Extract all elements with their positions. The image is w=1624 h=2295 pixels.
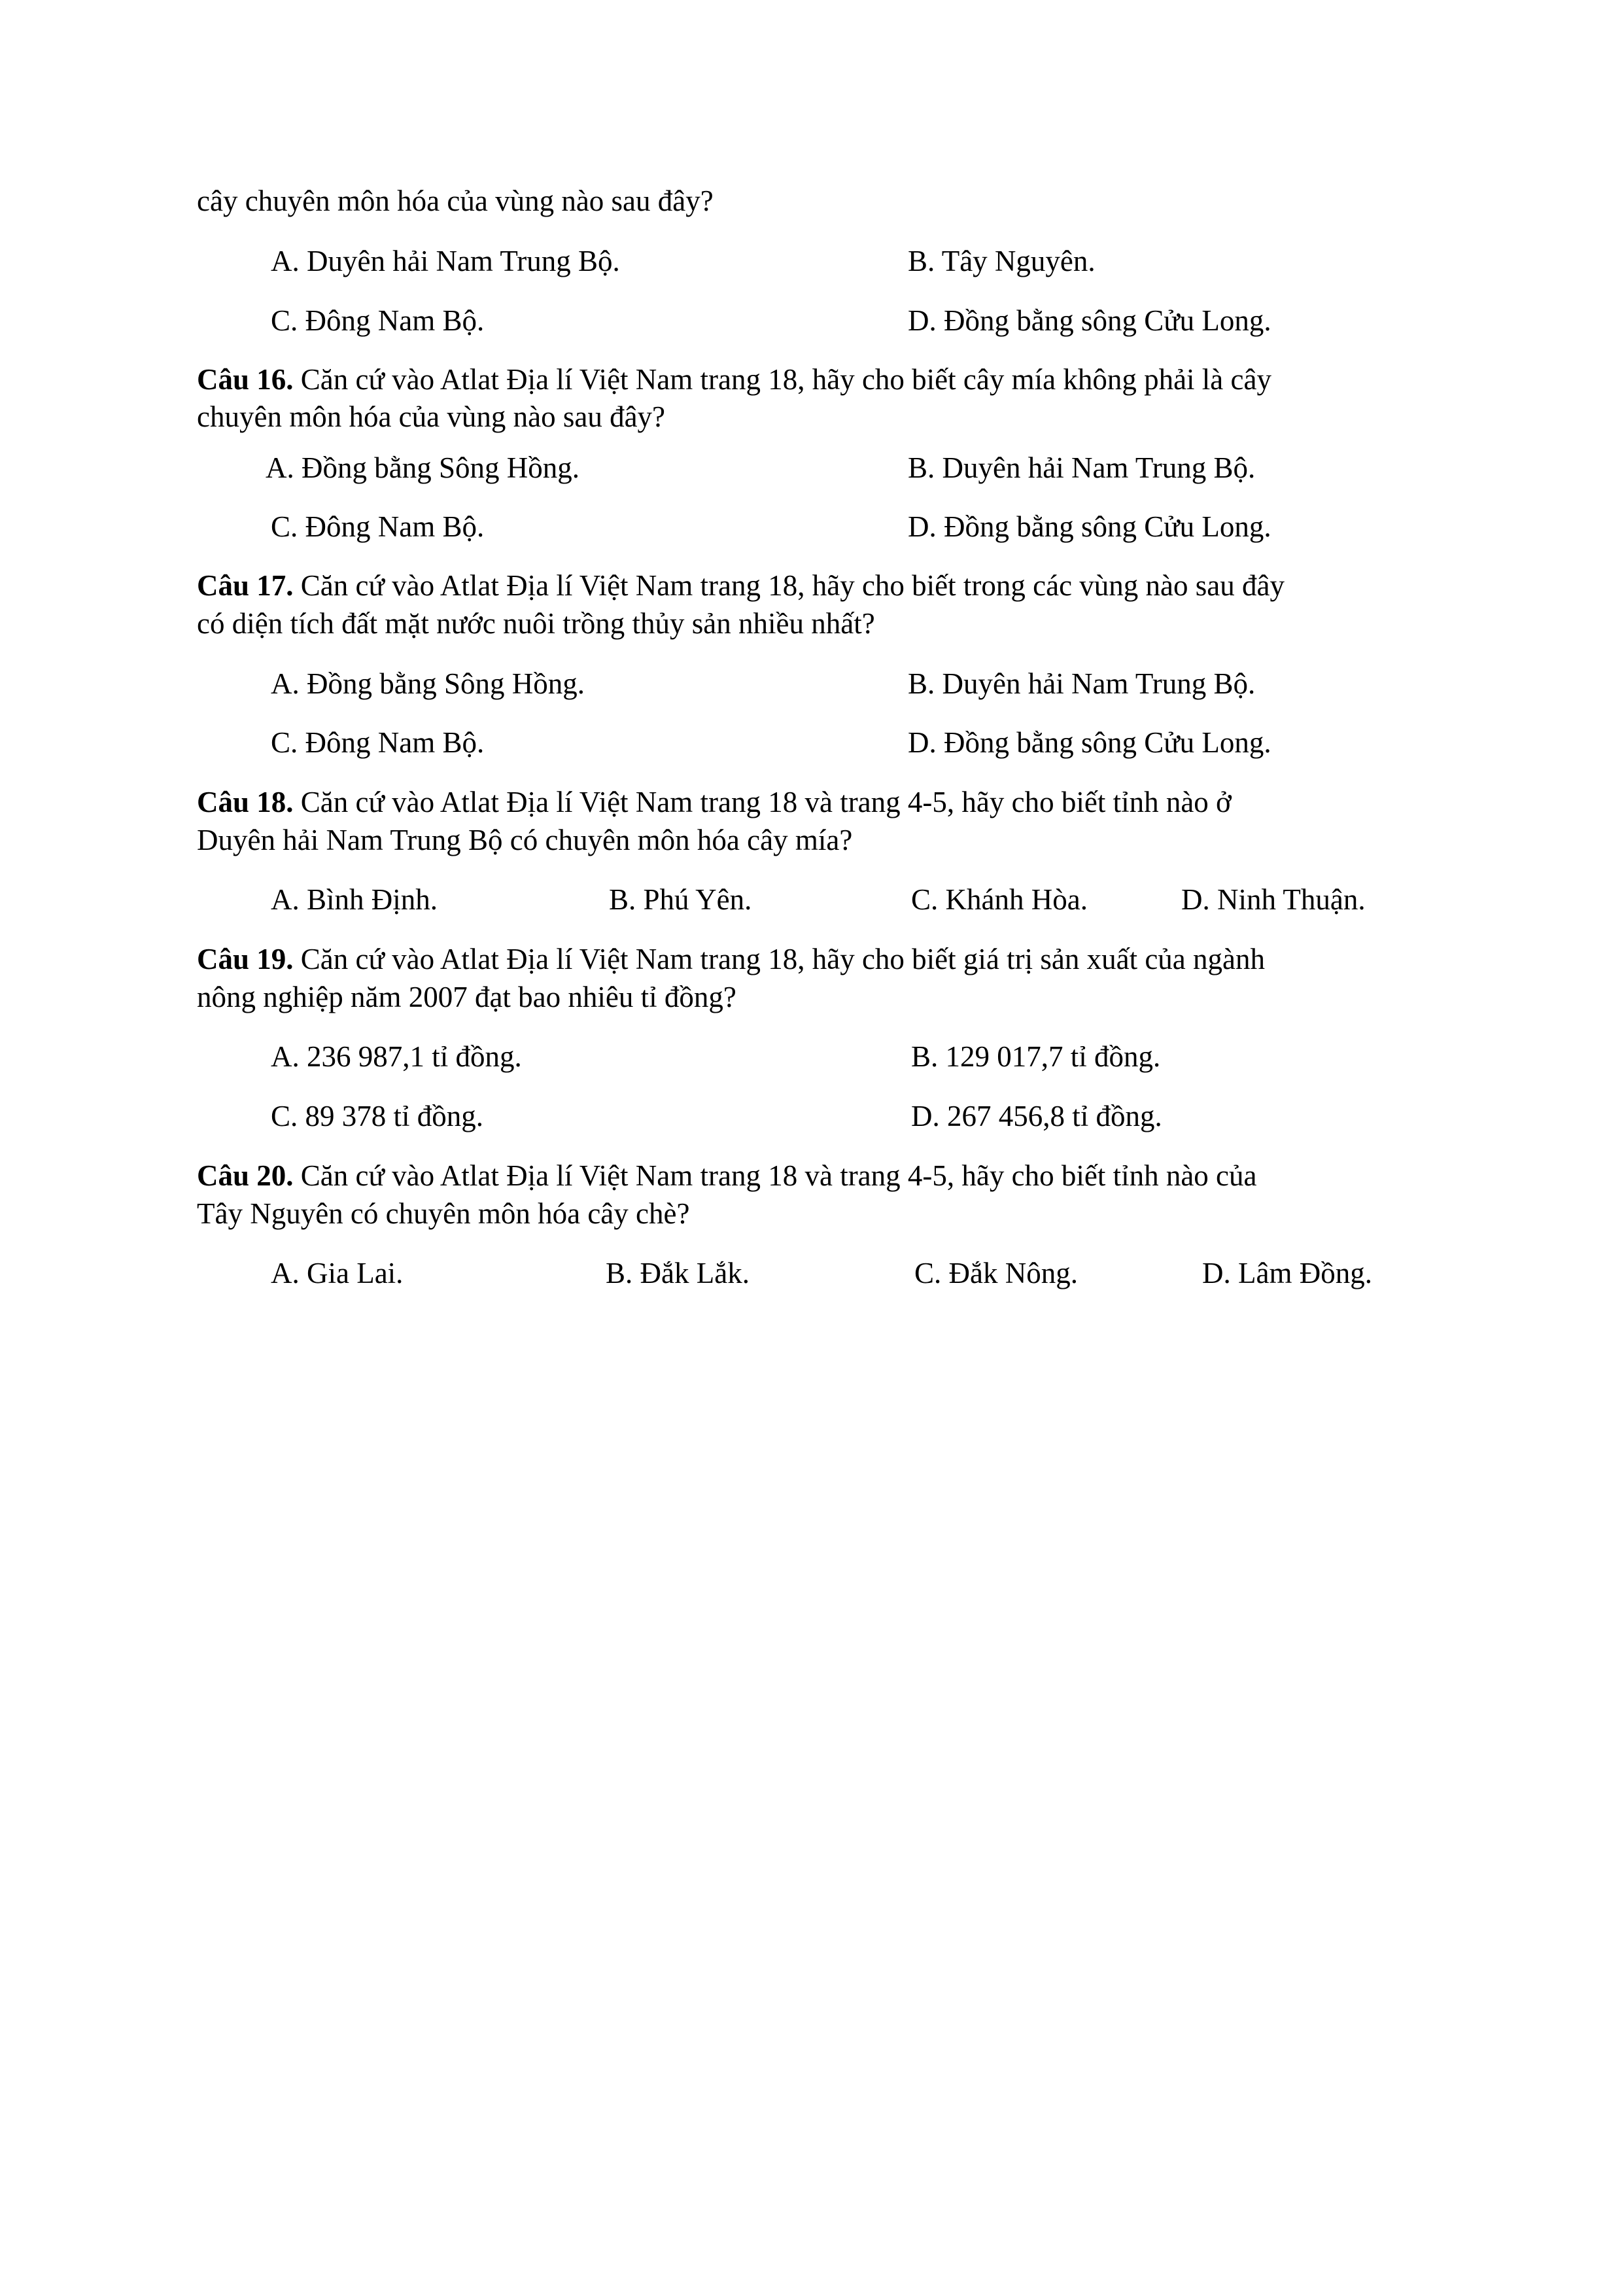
question-17-label: Câu 17. xyxy=(197,569,294,602)
question-20-stem-line1 xyxy=(197,1157,1257,1195)
question-16-stem-line1 xyxy=(197,360,1271,398)
question-19-option-d: D. 267 456,8 tỉ đồng. xyxy=(911,1100,1162,1132)
question-19-text: Căn cứ vào Atlat Địa lí Việt Nam trang 18, hãy cho biết giá trị sản xuất của ngành xyxy=(293,943,1265,975)
question-19-option-c: C. 89 378 tỉ đồng. xyxy=(271,1100,484,1132)
question-16-text: Căn cứ vào Atlat Địa lí Việt Nam trang 18, hãy cho biết cây mía không phải là cây xyxy=(293,363,1271,396)
question-20-stem-line2: Tây Nguyên có chuyên môn hóa cây chè? xyxy=(197,1197,690,1230)
question-16-option-c: C. Đông Nam Bộ. xyxy=(271,510,485,543)
question-18-text: Căn cứ vào Atlat Địa lí Việt Nam trang 18 và trang 4-5, hãy cho biết tỉnh nào ở xyxy=(293,786,1232,818)
question-17-stem-line2: có diện tích đất mặt nước nuôi trồng thủy sản nhiều nhất? xyxy=(197,607,875,640)
question-18-option-d: D. Ninh Thuận. xyxy=(1181,883,1366,916)
question-16-option-b: B. Duyên hải Nam Trung Bộ. xyxy=(908,451,1256,484)
question-17-option-c: C. Đông Nam Bộ. xyxy=(271,726,485,759)
question-16-stem-line2: chuyên môn hóa của vùng nào sau đây? xyxy=(197,400,666,433)
question-18-option-c: C. Khánh Hòa. xyxy=(911,883,1088,916)
question-20-option-d: D. Lâm Đồng. xyxy=(1202,1257,1372,1289)
question-19-stem-line2: nông nghiệp năm 2007 đạt bao nhiêu tỉ đồng? xyxy=(197,981,736,1013)
question-18-label: Câu 18. xyxy=(197,786,294,818)
question-15-continuation: cây chuyên môn hóa của vùng nào sau đây? xyxy=(197,184,714,217)
question-19-option-b: B. 129 017,7 tỉ đồng. xyxy=(911,1040,1161,1073)
question-17-option-b: B. Duyên hải Nam Trung Bộ. xyxy=(908,667,1256,700)
question-17-option-d: D. Đồng bằng sông Cửu Long. xyxy=(908,726,1271,759)
question-15-option-c: C. Đông Nam Bộ. xyxy=(271,304,485,337)
question-17-stem-line1 xyxy=(197,567,1285,604)
question-16-option-a: A. Đồng bằng Sông Hồng. xyxy=(266,451,579,484)
question-16-option-d: D. Đồng bằng sông Cửu Long. xyxy=(908,510,1271,543)
question-20-label: Câu 20. xyxy=(197,1159,294,1192)
question-15-option-d: D. Đồng bằng sông Cửu Long. xyxy=(908,304,1271,337)
question-18-stem-line2: Duyên hải Nam Trung Bộ có chuyên môn hóa cây mía? xyxy=(197,824,853,856)
question-15-option-a: A. Duyên hải Nam Trung Bộ. xyxy=(271,245,620,277)
question-18-stem-line1 xyxy=(197,783,1232,821)
question-16-label: Câu 16. xyxy=(197,363,294,396)
question-18-option-a: A. Bình Định. xyxy=(271,883,438,916)
question-19-stem-line1 xyxy=(197,940,1265,978)
question-19-option-a: A. 236 987,1 tỉ đồng. xyxy=(271,1040,522,1073)
question-15-option-b: B. Tây Nguyên. xyxy=(908,245,1096,277)
question-20-option-b: B. Đắk Lắk. xyxy=(606,1257,750,1289)
question-17-option-a: A. Đồng bằng Sông Hồng. xyxy=(271,667,585,700)
question-19-label: Câu 19. xyxy=(197,943,294,975)
question-20-option-c: C. Đắk Nông. xyxy=(914,1257,1078,1289)
question-20-option-a: A. Gia Lai. xyxy=(271,1257,404,1289)
question-17-text: Căn cứ vào Atlat Địa lí Việt Nam trang 18, hãy cho biết trong các vùng nào sau đây xyxy=(293,569,1285,602)
question-18-option-b: B. Phú Yên. xyxy=(609,883,752,916)
question-20-text: Căn cứ vào Atlat Địa lí Việt Nam trang 18 và trang 4-5, hãy cho biết tỉnh nào của xyxy=(293,1159,1257,1192)
